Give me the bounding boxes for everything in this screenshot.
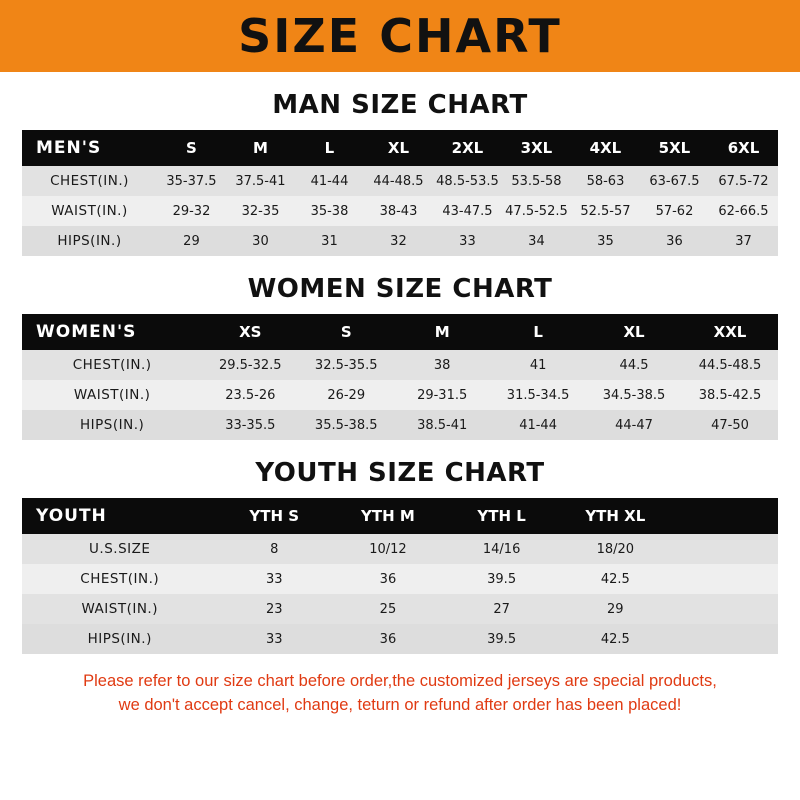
table-cell: 39.5 [445, 624, 559, 654]
table-cell: 36 [640, 226, 709, 256]
table-cell: 26-29 [298, 380, 394, 410]
table-body-youth [22, 534, 778, 654]
table-cell: 27 [445, 594, 559, 624]
table-man-size-chart [22, 130, 778, 256]
table-cell: 47.5-52.5 [502, 196, 571, 226]
row-label: HIPS(IN.) [22, 410, 202, 440]
table-cell: 41-44 [295, 166, 364, 196]
table-cell: 62-66.5 [709, 196, 778, 226]
table-header-cell: YTH XL [558, 498, 672, 534]
table-cell: 31 [295, 226, 364, 256]
table-cell: 43-47.5 [433, 196, 502, 226]
table-cell: 35 [571, 226, 640, 256]
page-title: SIZE CHART [238, 9, 562, 63]
table-cell: 29-32 [157, 196, 226, 226]
table-cell: 53.5-58 [502, 166, 571, 196]
table-cell: 48.5-53.5 [433, 166, 502, 196]
table-cell: 58-63 [571, 166, 640, 196]
table-header-cell: XXL [682, 314, 778, 350]
table-cell: 29-31.5 [394, 380, 490, 410]
table-cell: 33-35.5 [202, 410, 298, 440]
table-cell: 23 [217, 594, 331, 624]
footnote-line-2: we don't accept cancel, change, teturn or refund after order has been placed! [118, 695, 682, 714]
table-row [22, 166, 778, 196]
table-cell: 32 [364, 226, 433, 256]
table-header-cell: S [157, 130, 226, 166]
table-cell: 18/20 [558, 534, 672, 564]
table-header-cell: XS [202, 314, 298, 350]
table-header-row [22, 314, 778, 350]
table-cell: 36 [331, 624, 445, 654]
table-cell: 39.5 [445, 564, 559, 594]
table-header-cell: WOMEN'S [22, 314, 202, 350]
table-row [22, 196, 778, 226]
table-cell: 10/12 [331, 534, 445, 564]
row-label: CHEST(IN.) [22, 166, 157, 196]
table-header-youth [22, 498, 778, 534]
table-header-row [22, 130, 778, 166]
table-header-row [22, 498, 778, 534]
table-row [22, 564, 778, 594]
table-cell: 36 [331, 564, 445, 594]
table-header-cell: MEN'S [22, 130, 157, 166]
table-cell: 57-62 [640, 196, 709, 226]
table-header-spacer [672, 498, 778, 534]
table-header-cell: YOUTH [22, 498, 217, 534]
table-cell: 38-43 [364, 196, 433, 226]
table-header-cell: 3XL [502, 130, 571, 166]
table-cell: 8 [217, 534, 331, 564]
table-row [22, 410, 778, 440]
section-title-women: WOMEN SIZE CHART [247, 274, 553, 304]
table-body-man [22, 166, 778, 256]
table-cell: 67.5-72 [709, 166, 778, 196]
table-header-cell: YTH L [445, 498, 559, 534]
table-row [22, 534, 778, 564]
table-cell: 38.5-41 [394, 410, 490, 440]
table-cell: 38 [394, 350, 490, 380]
table-cell: 32.5-35.5 [298, 350, 394, 380]
table-header-man [22, 130, 778, 166]
table-header-cell: 5XL [640, 130, 709, 166]
table-cell: 29 [157, 226, 226, 256]
table-cell: 44.5 [586, 350, 682, 380]
page-banner [0, 0, 800, 72]
table-row [22, 350, 778, 380]
table-cell-empty [672, 564, 778, 594]
table-header-cell: S [298, 314, 394, 350]
table-cell-empty [672, 624, 778, 654]
table-cell: 37 [709, 226, 778, 256]
chart-content [0, 90, 800, 718]
footnote-line-1: Please refer to our size chart before order,the customized jerseys are special products, [83, 672, 717, 690]
table-body-women [22, 350, 778, 440]
table-youth-size-chart [22, 498, 778, 654]
table-header-cell: M [226, 130, 295, 166]
table-header-cell: YTH S [217, 498, 331, 534]
row-label: WAIST(IN.) [22, 380, 202, 410]
table-header-women [22, 314, 778, 350]
row-label: CHEST(IN.) [22, 350, 202, 380]
table-header-cell: YTH M [331, 498, 445, 534]
table-women-size-chart [22, 314, 778, 440]
table-cell: 33 [217, 624, 331, 654]
table-header-cell: 4XL [571, 130, 640, 166]
table-header-cell: L [490, 314, 586, 350]
table-cell: 38.5-42.5 [682, 380, 778, 410]
table-cell-empty [672, 534, 778, 564]
table-row [22, 226, 778, 256]
table-row [22, 624, 778, 654]
row-label: WAIST(IN.) [22, 594, 217, 624]
table-cell: 41-44 [490, 410, 586, 440]
row-label: HIPS(IN.) [22, 624, 217, 654]
table-header-cell: XL [586, 314, 682, 350]
table-header-cell: XL [364, 130, 433, 166]
table-cell: 35-37.5 [157, 166, 226, 196]
table-row [22, 380, 778, 410]
table-cell: 52.5-57 [571, 196, 640, 226]
table-cell: 33 [433, 226, 502, 256]
table-cell: 44-48.5 [364, 166, 433, 196]
table-header-cell: 6XL [709, 130, 778, 166]
table-cell: 32-35 [226, 196, 295, 226]
table-cell: 14/16 [445, 534, 559, 564]
table-row [22, 594, 778, 624]
table-header-cell: M [394, 314, 490, 350]
table-cell: 42.5 [558, 624, 672, 654]
table-cell: 30 [226, 226, 295, 256]
table-cell: 31.5-34.5 [490, 380, 586, 410]
table-cell: 63-67.5 [640, 166, 709, 196]
table-cell: 47-50 [682, 410, 778, 440]
table-cell: 29.5-32.5 [202, 350, 298, 380]
table-header-cell: L [295, 130, 364, 166]
table-cell: 44.5-48.5 [682, 350, 778, 380]
table-header-cell: 2XL [433, 130, 502, 166]
table-cell: 42.5 [558, 564, 672, 594]
table-cell-empty [672, 594, 778, 624]
footnote [22, 670, 778, 718]
table-cell: 41 [490, 350, 586, 380]
table-cell: 35-38 [295, 196, 364, 226]
table-cell: 29 [558, 594, 672, 624]
section-title-youth: YOUTH SIZE CHART [255, 458, 545, 488]
section-title-man: MAN SIZE CHART [272, 90, 528, 120]
table-cell: 37.5-41 [226, 166, 295, 196]
table-cell: 44-47 [586, 410, 682, 440]
table-cell: 34.5-38.5 [586, 380, 682, 410]
row-label: CHEST(IN.) [22, 564, 217, 594]
table-cell: 33 [217, 564, 331, 594]
table-cell: 35.5-38.5 [298, 410, 394, 440]
table-cell: 34 [502, 226, 571, 256]
table-cell: 25 [331, 594, 445, 624]
table-cell: 23.5-26 [202, 380, 298, 410]
row-label: U.S.SIZE [22, 534, 217, 564]
row-label: WAIST(IN.) [22, 196, 157, 226]
row-label: HIPS(IN.) [22, 226, 157, 256]
